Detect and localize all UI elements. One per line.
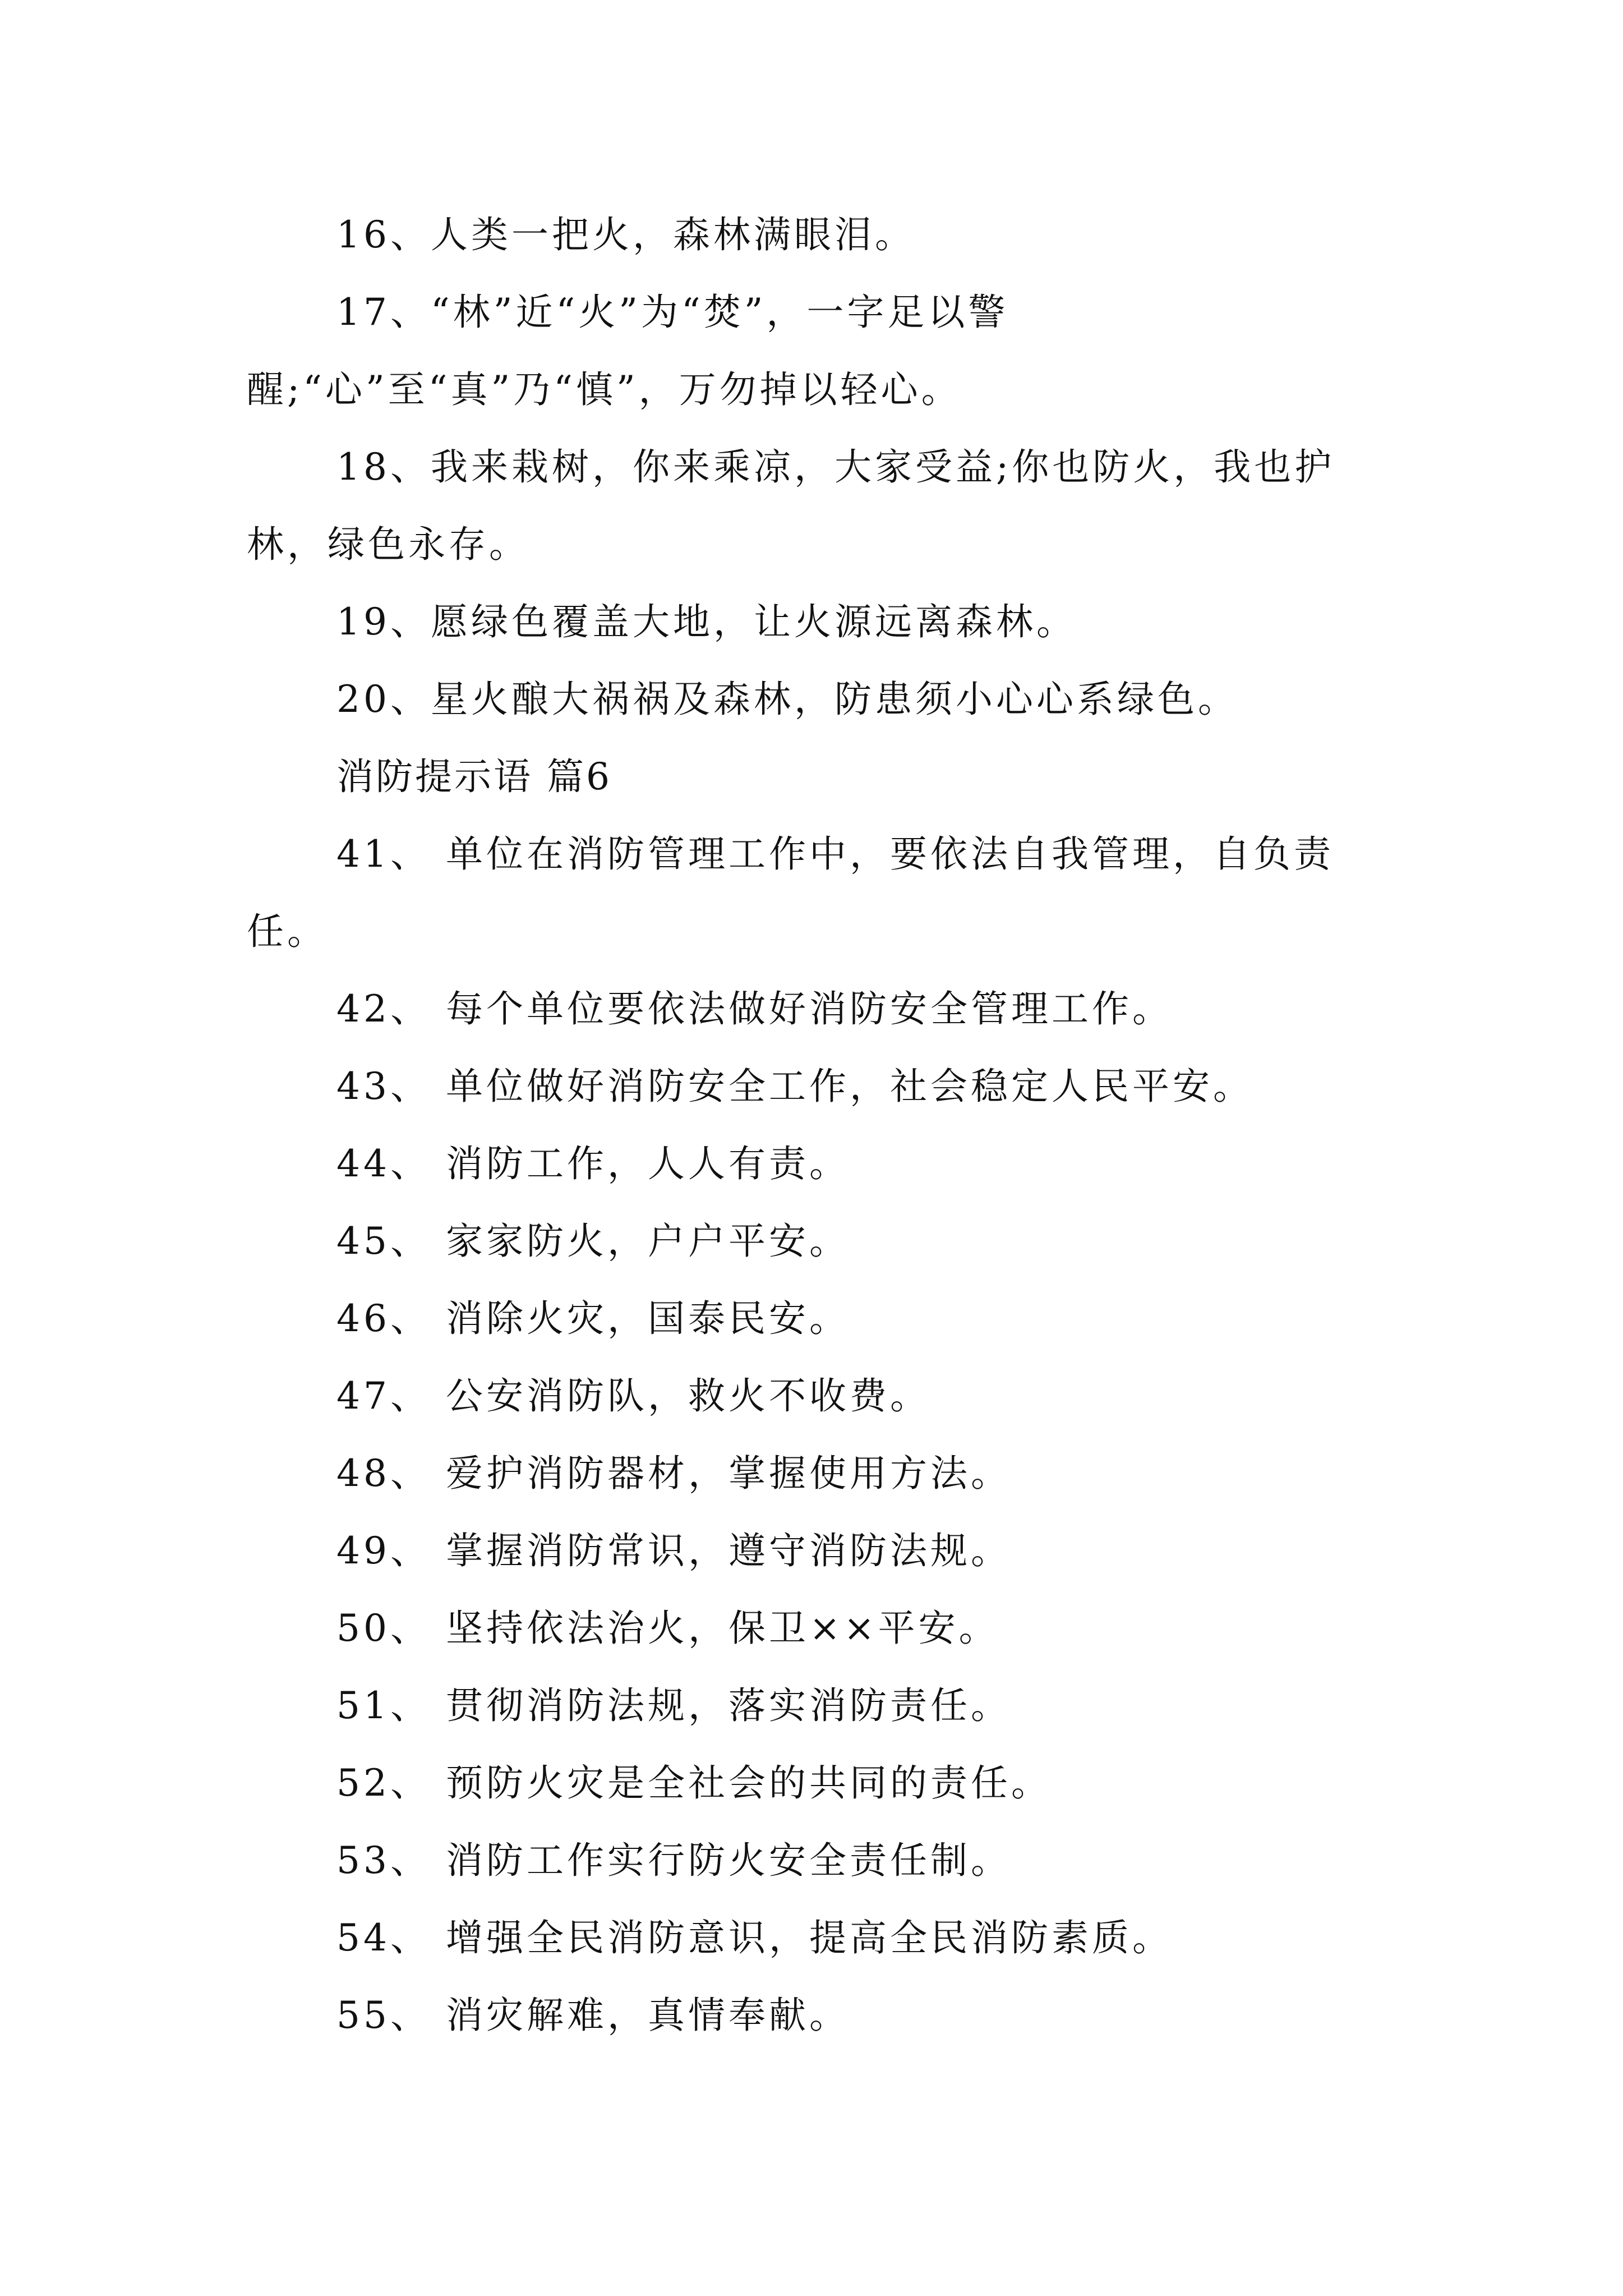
paragraph-50: 50、 坚持依法治火，保卫××平安。 xyxy=(336,1607,999,1650)
paragraph-51: 51、 贯彻消防法规，落实消防责任。 xyxy=(336,1684,1011,1727)
document-body xyxy=(247,196,1382,2054)
paragraph-46: 46、 消除火灾，国泰民安。 xyxy=(336,1297,850,1340)
paragraph-49: 49、 掌握消防常识，遵守消防法规。 xyxy=(336,1529,1011,1572)
section-heading: 消防提示语 篇6 xyxy=(336,755,612,798)
paragraph-52: 52、 预防火灾是全社会的共同的责任。 xyxy=(336,1761,1052,1805)
paragraph-20: 20、星火酿大祸祸及森林，防患须小心心系绿色。 xyxy=(336,678,1238,721)
paragraph-45: 45、 家家防火，户户平安。 xyxy=(336,1220,850,1263)
paragraph-18: 18、我来栽树，你来乘凉，大家受益;你也防火，我也护林，绿色永存。 xyxy=(247,445,1335,566)
paragraph-44: 44、 消防工作，人人有责。 xyxy=(336,1142,850,1185)
paragraph-53: 53、 消防工作实行防火安全责任制。 xyxy=(336,1839,1011,1882)
paragraph-47: 47、 公安消防队，救火不收费。 xyxy=(336,1374,930,1418)
paragraph-41: 41、 单位在消防管理工作中，要依法自我管理，自负责任。 xyxy=(247,832,1334,953)
paragraph-16: 16、人类一把火，森林满眼泪。 xyxy=(336,213,915,256)
paragraph-43: 43、 单位做好消防安全工作，社会稳定人民平安。 xyxy=(336,1065,1253,1108)
paragraph-54: 54、 增强全民消防意识，提高全民消防素质。 xyxy=(336,1916,1173,1959)
paragraph-17: 17、“林”近“火”为“焚”，一字足以警醒;“心”至“真”乃“慎”，万勿掉以轻心。 xyxy=(247,291,1009,411)
paragraph-55: 55、 消灾解难，真情奉献。 xyxy=(336,1994,850,2037)
paragraph-42: 42、 每个单位要依法做好消防安全管理工作。 xyxy=(336,987,1173,1030)
paragraph-48: 48、 爱护消防器材，掌握使用方法。 xyxy=(336,1452,1011,1495)
paragraph-19: 19、愿绿色覆盖大地，让火源远离森林。 xyxy=(336,600,1077,643)
